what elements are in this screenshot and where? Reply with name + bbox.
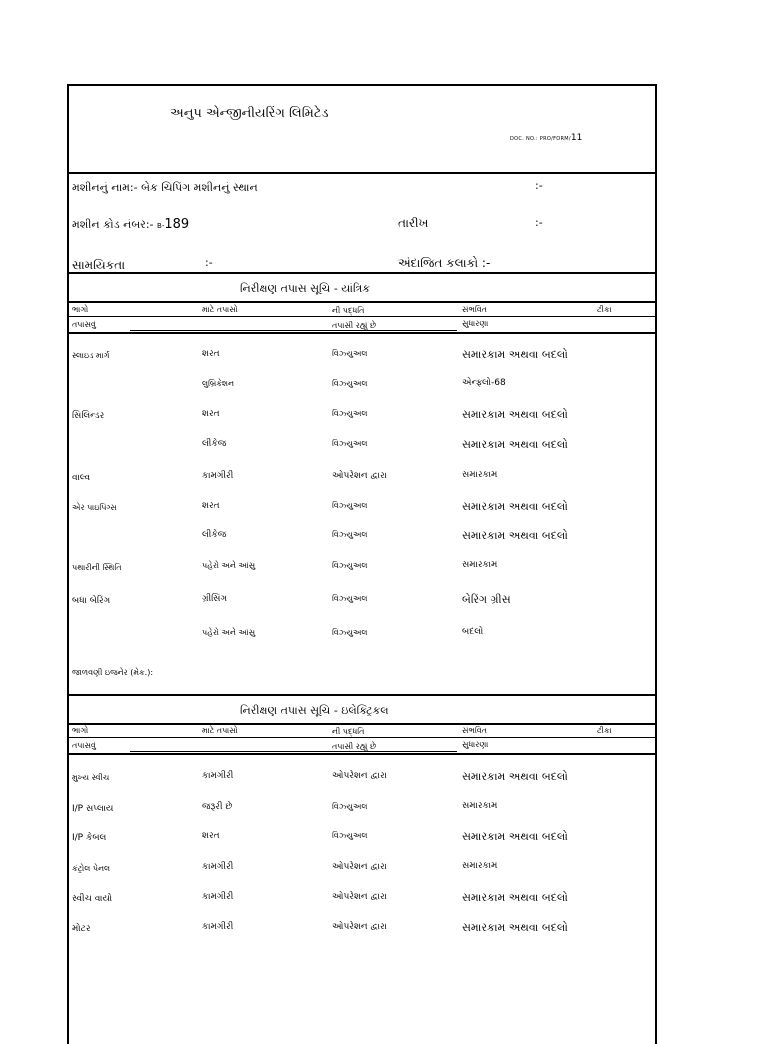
date-label: તારીખ xyxy=(398,216,429,230)
row-remedy: સમારકામ અથવા બદલો xyxy=(462,830,568,843)
row-check-for: શરત xyxy=(202,409,220,419)
divider xyxy=(67,301,657,303)
machine-code-prefix: B- xyxy=(157,222,165,230)
row-remedy: સમારકામ અથવા બદલો xyxy=(462,408,568,421)
col-header-remedy: સંભવિત xyxy=(462,305,487,314)
row-method: ઓપરેશન દ્વારા xyxy=(332,471,387,481)
machine-code-label: મશીન કોડ નંબર:- B-189 xyxy=(72,217,190,232)
machine-code-value: 189 xyxy=(164,217,190,232)
col-header-remark: ટીકા xyxy=(597,726,612,735)
row-method: વિઝ્યુઅલ xyxy=(332,501,368,510)
col-header-part-line2: તપાસવું xyxy=(72,741,96,750)
row-part: સિલિન્ડર xyxy=(72,411,105,421)
row-part: I/P સપ્લાય xyxy=(72,804,114,814)
row-check-for: પહેરો અને આંસુ xyxy=(202,628,256,637)
machine-name-label: મશીનનું નામ:- બેક ચિપિંગ મશીનનું સ્થાન xyxy=(72,181,258,194)
row-method: ઓપરેશન દ્વારા xyxy=(332,862,387,872)
row-method: વિઝ્યુઅલ xyxy=(332,802,368,811)
row-check-for: કામગીરી xyxy=(202,862,234,872)
section-title-mechanical: નિરીક્ષણ તપાસ સૂચિ - યાંત્રિક xyxy=(240,282,371,295)
row-part: સ્લાઇડ માર્ગ xyxy=(72,351,110,360)
company-name: અનુપ એન્જીનીયરિંગ લિમિટેડ xyxy=(170,106,329,121)
row-remedy: બદલો xyxy=(462,627,484,637)
header-rule xyxy=(67,737,657,738)
row-method: વિઝ્યુઅલ xyxy=(332,831,368,840)
row-part: સ્વીચ વાયો xyxy=(72,894,113,904)
col-header-remedy-line2: સુધારણા xyxy=(462,740,489,749)
estimated-hours-label: અંદાજિત કલાકો :- xyxy=(398,256,491,270)
row-remedy: બેરિંગ ગ્રીસ xyxy=(462,593,511,606)
row-part: બધા બેરિંગ xyxy=(72,596,111,606)
row-part: પથારીની સ્થિતિ xyxy=(72,563,122,572)
row-check-for: શરત xyxy=(202,831,220,841)
document-number: DOC. NO.: PRO/FORM/11 xyxy=(510,133,583,143)
row-check-for: શરત xyxy=(202,349,220,359)
row-remedy: સમારકામ xyxy=(462,801,498,811)
row-check-for: લીકેજ xyxy=(202,439,227,449)
col-header-part: ભાગો xyxy=(72,305,89,314)
row-method: વિઝ્યુઅલ xyxy=(332,409,368,418)
header-underline xyxy=(130,330,457,331)
row-method: ઓપરેશન દ્વારા xyxy=(332,922,387,932)
divider xyxy=(67,332,657,334)
row-part: વાલ્વ xyxy=(72,473,91,483)
col-header-remedy: સંભવિત xyxy=(462,726,487,735)
col-header-method: ની પદ્ધતિ xyxy=(332,306,365,315)
machine-name-colon: :- xyxy=(535,179,543,192)
col-header-method-line2: તપાસી રહ્યું છે xyxy=(332,321,377,330)
row-method: વિઝ્યુઅલ xyxy=(332,628,368,637)
row-check-for: શરત xyxy=(202,501,220,511)
row-method: વિઝ્યુઅલ xyxy=(332,561,368,570)
row-part: એર પાઇપિંગ્સ xyxy=(72,503,117,512)
row-check-for: લીકેજ xyxy=(202,530,227,540)
row-part: કંટ્રોલ પેનલ xyxy=(72,864,111,873)
section-title-electrical: નિરીક્ષણ તપાસ સૂચિ - ઇલેક્ટ્રિકલ xyxy=(240,704,389,717)
row-remedy: એન્ફ્લો-68 xyxy=(462,378,506,388)
row-remedy: સમારકામ xyxy=(462,861,498,871)
periodicity-label: સામયિકતા xyxy=(72,258,126,272)
row-part: મોટર xyxy=(72,924,91,934)
row-method: ઓપરેશન દ્વારા xyxy=(332,771,387,781)
row-method: વિઝ્યુઅલ xyxy=(332,379,368,388)
row-check-for: કામગીરી xyxy=(202,922,234,932)
row-remedy: સમારકામ અથવા બદલો xyxy=(462,891,568,904)
row-method: ઓપરેશન દ્વારા xyxy=(332,892,387,902)
divider xyxy=(67,172,657,174)
row-remedy: સમારકામ અથવા બદલો xyxy=(462,921,568,934)
row-remedy: સમારકામ xyxy=(462,470,498,480)
divider xyxy=(67,753,657,755)
row-part: I/P કેબલ xyxy=(72,833,107,843)
col-header-remark: ટીકા xyxy=(597,305,612,314)
row-check-for: કામગીરી xyxy=(202,471,234,481)
row-check-for: પહેરો અને આંસુ xyxy=(202,561,256,570)
divider xyxy=(67,723,657,725)
row-check-for: કામગીરી xyxy=(202,771,234,781)
row-remedy: સમારકામ અથવા બદલો xyxy=(462,529,568,542)
col-header-method: ની પદ્ધતિ xyxy=(332,727,365,736)
header-rule xyxy=(67,316,657,317)
header-underline xyxy=(130,751,457,752)
col-header-method-line2: તપાસી રહ્યું છે xyxy=(332,742,377,751)
row-check-for: લુબ્રિકેશન xyxy=(202,379,235,388)
row-method: વિઝ્યુઅલ xyxy=(332,530,368,539)
col-header-check: માટે તપાસો xyxy=(202,305,238,314)
row-method: વિઝ્યુઅલ xyxy=(332,349,368,358)
row-check-for: કામગીરી xyxy=(202,892,234,902)
col-header-part: ભાગો xyxy=(72,726,89,735)
divider xyxy=(67,694,657,696)
row-remedy: સમારકામ અથવા બદલો xyxy=(462,438,568,451)
periodicity-colon: :- xyxy=(205,256,213,269)
row-remedy: સમારકામ અથવા બદલો xyxy=(462,770,568,783)
col-header-part-line2: તપાસવું xyxy=(72,320,96,329)
maintenance-engineer-label: જાળવણી ઇજનેર (મેક.): xyxy=(72,668,154,677)
row-method: વિઝ્યુઅલ xyxy=(332,439,368,448)
row-check-for: જરૂરી છે xyxy=(202,802,233,812)
row-check-for: ગ્રીસિંગ xyxy=(202,594,228,604)
row-remedy: સમારકામ અથવા બદલો xyxy=(462,348,568,361)
divider xyxy=(67,272,657,274)
date-colon: :- xyxy=(535,216,543,229)
row-remedy: સમારકામ xyxy=(462,560,498,570)
row-part: મુખ્ય સ્વીચ xyxy=(72,773,110,782)
col-header-remedy-line2: સુધારણા xyxy=(462,319,489,328)
row-method: વિઝ્યુઅલ xyxy=(332,594,368,603)
col-header-check: માટે તપાસો xyxy=(202,726,238,735)
row-remedy: સમારકામ અથવા બદલો xyxy=(462,500,568,513)
